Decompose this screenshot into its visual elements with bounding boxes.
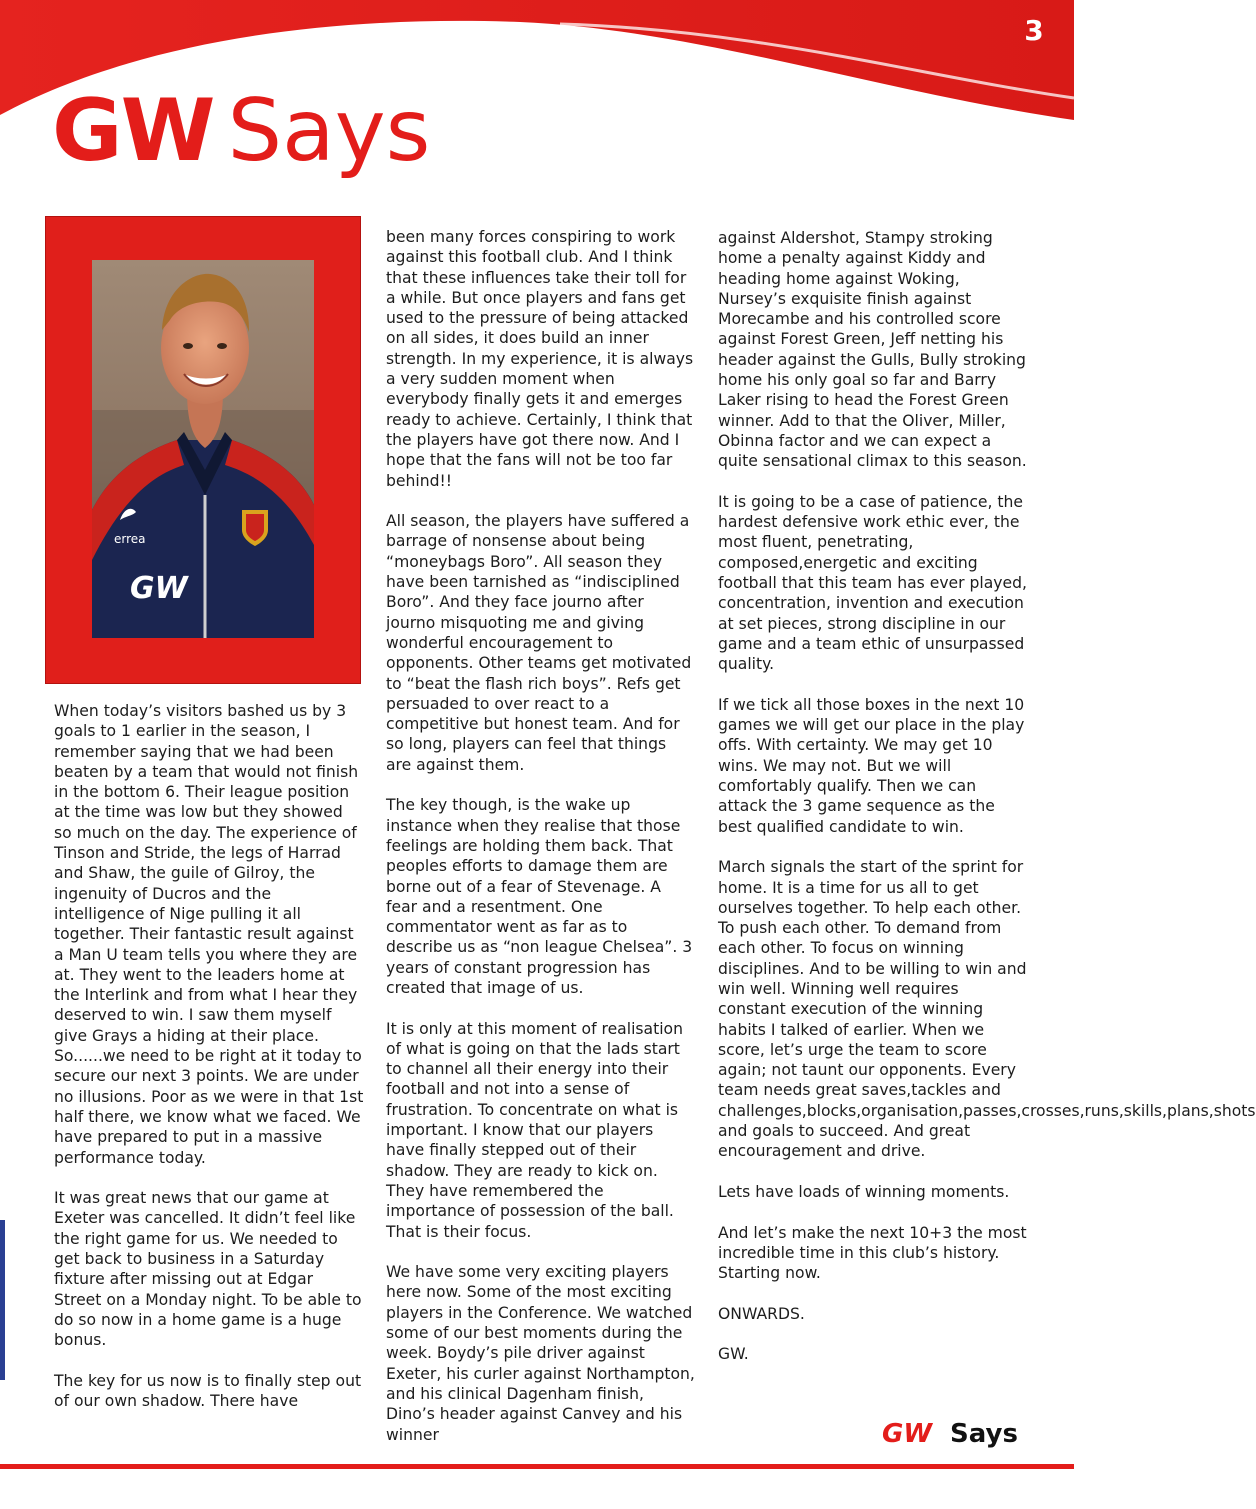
page-number: 3 <box>1024 14 1044 47</box>
paragraph: been many forces conspiring to work against this football club. And I think that these influences take their toll for a while. But once players and fans get used to the pressure of being attacked on all sides, it does build an inner strength. In my experience, it is always a very sudden moment when everybody finally gets it and emerges ready to achieve. Certainly, I think that the players have got there now. And I hope that the fans will not be too far behind!! <box>386 228 694 490</box>
footer-logo <box>882 1419 1018 1449</box>
paragraph: It is going to be a case of patience, the hardest defensive work ethic ever, the most fluent, penetrating, composed,energetic and exciting football that this team has ever played, concentration, invention and execution at set pieces, strong discipline in our game and a team ethic of unsurpassed quality. <box>718 492 1027 674</box>
title-gw: GW <box>52 81 214 181</box>
article-column-1 <box>54 701 364 1432</box>
article-column-2 <box>386 227 696 1465</box>
jacket-initials: GW <box>130 571 188 606</box>
page-edge-accent <box>0 1220 5 1380</box>
paragraph: The key for us now is to finally step out of our own shadow. There have <box>54 1371 362 1411</box>
page-title <box>52 81 431 181</box>
paragraph: against Aldershot, Stampy stroking home a penalty against Kiddy and heading home against Woking, Nursey’s exquisite finish against Morecambe and his controlled score against Forest Green, Jeff netting his header against the Gulls, Bully stroking home his only goal so far and Barry Laker rising to head the Forest Green winner. Add to that the Oliver, Miller, Obinna factor and we can expect a quite sensational climax to this season. <box>718 229 1027 471</box>
signoff-onwards: ONWARDS. <box>718 1304 805 1323</box>
brand-text: errea <box>114 532 146 546</box>
paragraph: March signals the start of the sprint for home. It is a time for us all to get ourselves together. To help each other. To push each other. To demand from each other. To focus on winning disciplines. And to be willing to win and win well. Winning well requires constant execution of the winning habits I talked of earlier. When we score, let’s urge the team to score again; not taunt our opponents. Every team needs great saves,tackles and challenges,blocks,organisation,passes,crosses,runs,skills,plans,shots and goals to succeed. And great encouragement and drive. <box>718 858 1256 1161</box>
paragraph: And let’s make the next 10+3 the most incredible time in this club’s history. Starting now. <box>718 1223 1027 1283</box>
footer-gw: GW <box>882 1419 933 1449</box>
paragraph: It is only at this moment of realisation of what is going on that the lads start to channel all their energy into their football and not into a sense of frustration. To concentrate on what is important. I know that our players have finally stepped out of their shadow. They are ready to kick on. They have remembered the importance of possession of the ball. That is their focus. <box>386 1019 683 1241</box>
paragraph: Lets have loads of winning moments. <box>718 1182 1010 1201</box>
paragraph: When today’s visitors bashed us by 3 goals to 1 earlier in the season, I remember saying that we had been beaten by a team that would not finish in the bottom 6. Their league position at the time was low but they showed so much on the day. The experience of Tinson and Stride, the legs of Harrad and Shaw, the guile of Gilroy, the ingenuity of Ducros and the intelligence of Nige pulling it all together. Their fantastic result against a Man U team tells you where they are at. They went to the leaders home at the Interlink and from what I hear they deserved to win. I saw them myself give Grays a hiding at their place. So......we need to be right at it today to secure our next 3 points. We are under no illusions. Poor as we were in that 1st half there, we know what we faced. We have prepared to put in a massive performance today. <box>54 702 364 1167</box>
paragraph: It was great news that our game at Exeter was cancelled. It didn’t feel like the right game for us. We needed to get back to business in a Saturday fixture after missing out at Edgar Street on a Monday night. To be able to do so now in a home game is a huge bonus. <box>54 1189 362 1350</box>
article-column-3 <box>718 228 1256 1385</box>
photo-frame <box>45 216 361 684</box>
paragraph: The key though, is the wake up instance when they realise that those feelings are holding them back. That peoples efforts to damage them are borne out of a fear of Stevenage. A fear and a resentment. One commentator went as far as to describe us as “non league Chelsea”. 3 years of constant progression has created that image of us. <box>386 796 693 997</box>
title-says: Says <box>227 81 431 181</box>
paragraph: We have some very exciting players here now. Some of the most exciting players in the Conference. We watched some of our best moments during the week. Boydy’s pile driver against Exeter, his curler against Northampton, and his clinical Dagenham finish, Dino’s header against Canvey and his winner <box>386 1263 695 1444</box>
paragraph: All season, the players have suffered a barrage of nonsense about being “moneybags Boro”. All season they have been tarnished as “indisciplined Boro”. And they face journo after journo misquoting me and giving wonderful encouragement to opponents. Other teams get motivated to “beat the flash rich boys”. Refs get persuaded to over react to a competitive but honest team. And for so long, players can feel that things are against them. <box>386 512 692 774</box>
manager-photo <box>92 260 314 638</box>
footer-rule <box>0 1464 1074 1469</box>
paragraph: If we tick all those boxes in the next 10 games we will get our place in the play offs. With certainty. We may get 10 wins. We may not. But we will comfortably qualify. Then we can attack the 3 game sequence as the best qualified candidate to win. <box>718 695 1025 836</box>
signoff-initials: GW. <box>718 1345 749 1364</box>
footer-says: Says <box>950 1419 1018 1449</box>
